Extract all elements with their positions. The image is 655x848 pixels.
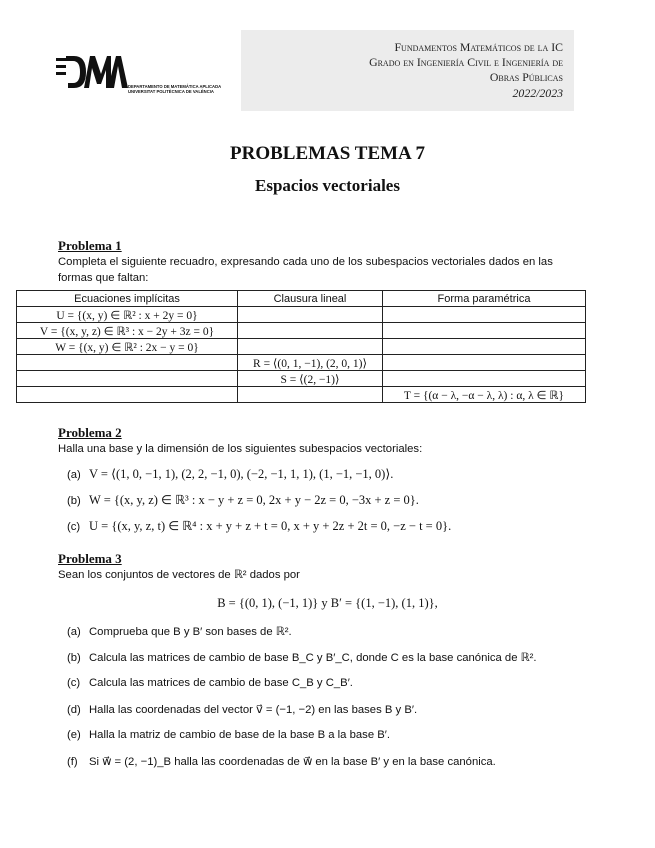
- department-name: DEPARTAMENTO DE MATEMÁTICA APLICADA UNIVERSITAT POLITÈCNICA DE VALÈNCIA: [128, 84, 222, 94]
- dma-logo-icon: [56, 52, 128, 92]
- table-row: [17, 307, 586, 323]
- problem-1-text: Completa el siguiente recuadro, expresando cada uno de los subespacios vectoriales dados en las formas que faltan:: [58, 256, 553, 284]
- table-cell: [383, 307, 586, 323]
- table-cell: W = {(x, y) ∈ ℝ² : 2x − y = 0}: [17, 339, 238, 355]
- list-item: (d) Halla las coordenadas del vector v⃗ = (−1, −2) en las bases B y B′.: [67, 704, 418, 716]
- table-row: [17, 387, 586, 403]
- list-item: (c) U = {(x, y, z, t) ∈ ℝ⁴ : x + y + z + t = 0, x + y + 2z + 2t = 0, −z − t = 0}.: [67, 519, 452, 533]
- column-header: Ecuaciones implícitas: [17, 291, 238, 307]
- list-item: (a) Comprueba que B y B′ son bases de ℝ².: [67, 626, 292, 638]
- column-header: Forma paramétrica: [383, 291, 586, 307]
- table-cell: [17, 371, 238, 387]
- problem-3-heading: Problema 3: [58, 551, 122, 566]
- table-cell: R = ⟨(0, 1, −1), (2, 0, 1)⟩: [238, 355, 383, 371]
- table-cell: U = {(x, y) ∈ ℝ² : x + 2y = 0}: [17, 307, 238, 323]
- table-row: [17, 323, 586, 339]
- table-cell: S = ⟨(2, −1)⟩: [238, 371, 383, 387]
- table-cell: [17, 355, 238, 371]
- department-logo: [56, 52, 224, 100]
- list-item: (c) Calcula las matrices de cambio de base C_B y C_B′.: [67, 677, 353, 689]
- problem-2-text: Halla una base y la dimensión de los siguientes subespacios vectoriales:: [58, 443, 423, 455]
- course-name: Fundamentos Matemáticos de la IC: [394, 40, 563, 54]
- table-row: [17, 355, 586, 371]
- table-cell: [17, 387, 238, 403]
- problem-1-heading: Problema 1: [58, 238, 122, 253]
- list-item: (a) V = ⟨(1, 0, −1, 1), (2, 2, −1, 0), (−2, −1, 1, 1), (1, −1, −1, 0)⟩.: [67, 467, 394, 481]
- table-cell: [383, 371, 586, 387]
- list-item: (e) Halla la matriz de cambio de base de la base B a la base B′.: [67, 729, 391, 741]
- table-cell: [238, 307, 383, 323]
- problem-2-heading: Problema 2: [58, 425, 122, 440]
- table-row: [17, 339, 586, 355]
- page-title: PROBLEMAS TEMA 7: [230, 143, 425, 164]
- list-item: (f) Si w⃗ = (2, −1)_B halla las coordenadas de w⃗ en la base B′ y en la base canónica.: [67, 756, 496, 768]
- course-header-box: [241, 30, 574, 111]
- table-cell: V = {(x, y, z) ∈ ℝ³ : x − 2y + 3z = 0}: [17, 323, 238, 339]
- degree-line-2: Obras Públicas: [489, 70, 563, 84]
- list-item: (b) Calcula las matrices de cambio de base B_C y B′_C, donde C es la base canónica de ℝ².: [67, 652, 537, 664]
- table-header-row: [17, 291, 586, 307]
- column-header: Clausura lineal: [238, 291, 383, 307]
- table-cell: [238, 323, 383, 339]
- table-cell: T = {(α − λ, −α − λ, λ) : α, λ ∈ ℝ}: [383, 387, 586, 403]
- academic-year: 2022/2023: [512, 86, 563, 100]
- table-row: [17, 371, 586, 387]
- subspace-table: [16, 290, 586, 403]
- list-item: (b) W = {(x, y, z) ∈ ℝ³ : x − y + z = 0, 2x + y − 2z = 0, −3x + z = 0}.: [67, 493, 419, 507]
- page-subtitle: Espacios vectoriales: [255, 176, 400, 195]
- table-cell: [383, 323, 586, 339]
- problem-3-text: Sean los conjuntos de vectores de ℝ² dados por: [58, 569, 300, 581]
- table-cell: [383, 339, 586, 355]
- table-cell: [238, 387, 383, 403]
- bases-equation: B = {(0, 1), (−1, 1)} y B′ = {(1, −1), (1, 1)},: [217, 596, 438, 610]
- table-cell: [383, 355, 586, 371]
- table-cell: [238, 339, 383, 355]
- degree-line-1: Grado en Ingeniería Civil e Ingeniería de: [369, 55, 563, 69]
